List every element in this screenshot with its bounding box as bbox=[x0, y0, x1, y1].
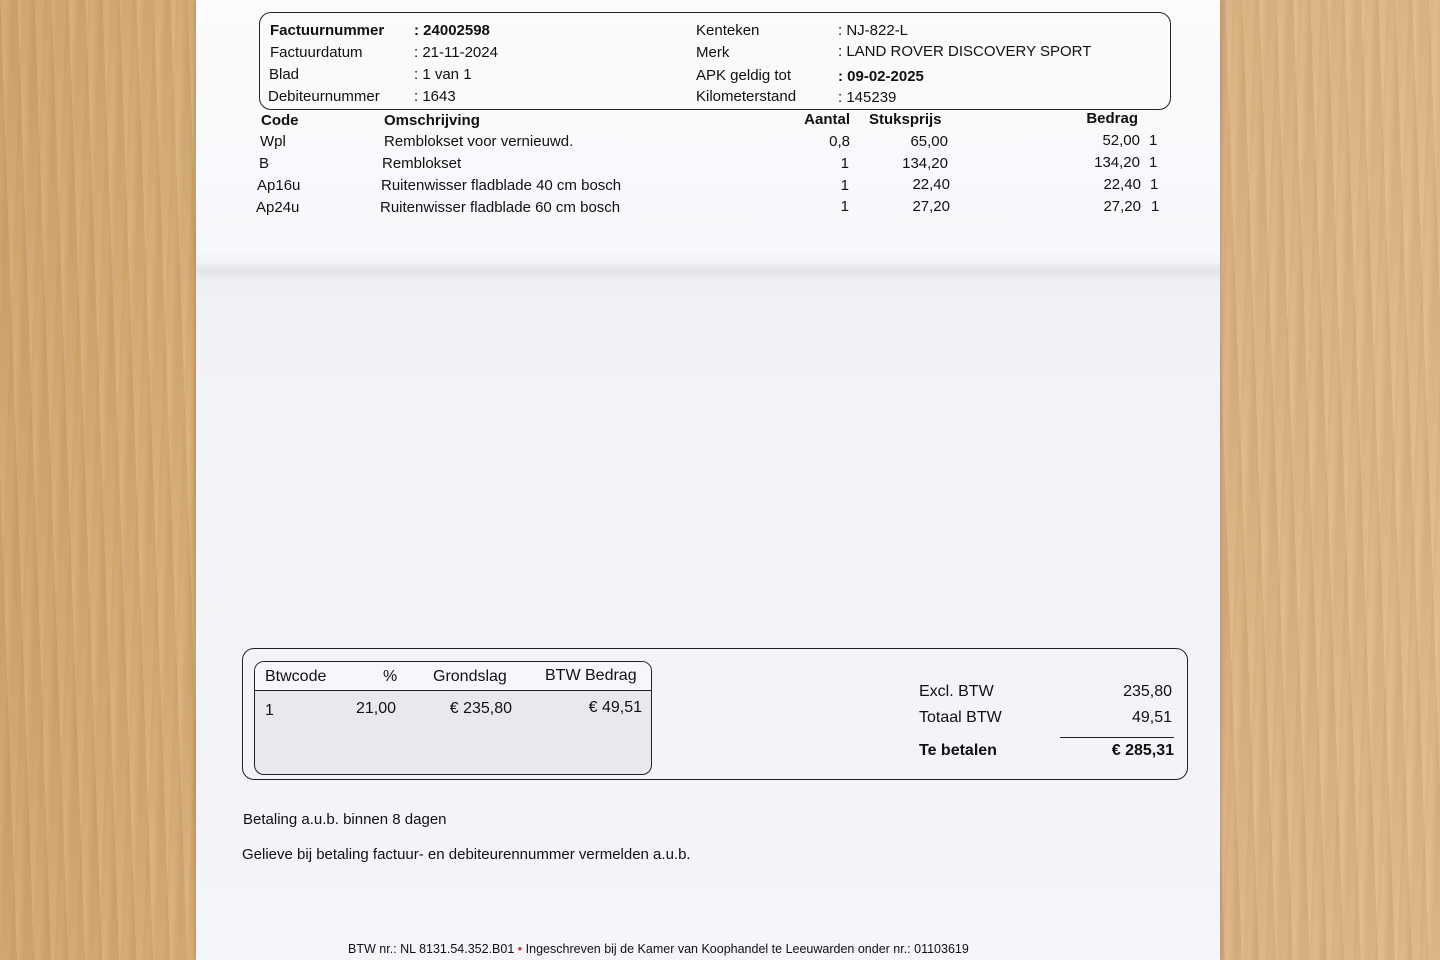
brand-label: Merk bbox=[696, 44, 730, 61]
total-vat-value: 49,51 bbox=[1131, 709, 1172, 726]
col-unit-price-header: Stuksprijs bbox=[869, 111, 942, 128]
vat-row-percent: 21,00 bbox=[355, 700, 396, 717]
debtor-number-value: : 1643 bbox=[414, 88, 456, 105]
mileage-value: : 145239 bbox=[838, 89, 897, 106]
line-item-amount: 52,00 bbox=[1102, 132, 1140, 149]
line-item-unit-price: 27,20 bbox=[912, 198, 950, 215]
brand-value: : LAND ROVER DISCOVERY SPORT bbox=[838, 43, 1092, 60]
vat-row-amount: € 49,51 bbox=[588, 699, 642, 716]
apk-valid-label: APK geldig tot bbox=[696, 67, 792, 84]
sum-divider bbox=[1060, 737, 1174, 738]
col-code-header: Code bbox=[261, 112, 299, 129]
vat-row-code: 1 bbox=[265, 702, 274, 719]
line-item-unit-price: 134,20 bbox=[902, 155, 948, 172]
line-item-vat-code: 1 bbox=[1149, 154, 1158, 171]
mileage-label: Kilometerstand bbox=[696, 88, 797, 105]
invoice-date-label: Factuurdatum bbox=[270, 44, 363, 61]
invoice-number-label: Factuurnummer bbox=[270, 22, 385, 39]
line-item-description: Remblokset voor vernieuwd. bbox=[384, 133, 574, 150]
footer-separator: • bbox=[517, 942, 523, 956]
excl-vat-value: 235,80 bbox=[1123, 683, 1172, 700]
col-description-header: Omschrijving bbox=[384, 112, 480, 129]
amount-due-value: € 285,31 bbox=[1111, 742, 1174, 759]
total-vat-label: Totaal BTW bbox=[919, 709, 1002, 726]
line-item-amount: 22,40 bbox=[1103, 176, 1141, 193]
line-item-amount: 27,20 bbox=[1103, 198, 1141, 215]
invoice-number-value: : 24002598 bbox=[414, 22, 490, 39]
line-item-qty: 1 bbox=[840, 198, 849, 215]
line-item-description: Ruitenwisser fladblade 40 cm bosch bbox=[381, 177, 622, 194]
line-item-vat-code: 1 bbox=[1150, 176, 1159, 193]
line-item-qty: 1 bbox=[840, 155, 849, 172]
amount-due-label: Te betalen bbox=[919, 742, 997, 759]
line-item-code: B bbox=[259, 155, 270, 172]
payment-term-note: Betaling a.u.b. binnen 8 dagen bbox=[243, 811, 447, 828]
line-item-description: Remblokset bbox=[382, 155, 462, 172]
line-item-unit-price: 65,00 bbox=[910, 133, 948, 150]
vat-col-base-header: Grondslag bbox=[433, 668, 507, 685]
paper-fold bbox=[196, 262, 1220, 280]
license-plate-label: Kenteken bbox=[696, 22, 760, 39]
page-value: : 1 van 1 bbox=[414, 66, 472, 83]
company-footer bbox=[348, 942, 969, 956]
line-item-qty: 0,8 bbox=[829, 133, 850, 150]
line-item-code: Ap24u bbox=[256, 199, 300, 216]
line-item-vat-code: 1 bbox=[1151, 198, 1160, 215]
vat-row-base: € 235,80 bbox=[449, 700, 512, 717]
line-item-code: Wpl bbox=[260, 133, 286, 150]
vat-col-percent-header: % bbox=[383, 668, 398, 685]
license-plate-value: : NJ-822-L bbox=[838, 22, 909, 39]
line-item-vat-code: 1 bbox=[1149, 132, 1158, 149]
invoice-paper bbox=[196, 0, 1220, 960]
payment-reference-note: Gelieve bij betaling factuur- en debiteurennummer vermelden a.u.b. bbox=[242, 846, 691, 863]
page-label: Blad bbox=[269, 66, 300, 83]
debtor-number-label: Debiteurnummer bbox=[268, 88, 380, 105]
line-item-qty: 1 bbox=[840, 177, 849, 194]
apk-valid-value: : 09-02-2025 bbox=[838, 68, 924, 85]
vat-col-code-header: Btwcode bbox=[265, 668, 327, 685]
line-item-description: Ruitenwisser fladblade 60 cm bosch bbox=[380, 199, 621, 216]
line-item-unit-price: 22,40 bbox=[912, 176, 950, 193]
invoice-date-value: : 21-11-2024 bbox=[414, 44, 498, 61]
chamber-of-commerce-registration: Ingeschreven bij de Kamer van Koophandel te Leeuwarden onder nr.: 01103619 bbox=[525, 942, 969, 956]
col-qty-header: Aantal bbox=[804, 111, 850, 128]
line-item-code: Ap16u bbox=[257, 177, 301, 194]
line-item-amount: 134,20 bbox=[1094, 154, 1140, 171]
col-amount-header: Bedrag bbox=[1086, 110, 1138, 127]
vat-number: BTW nr.: NL 8131.54.352.B01 bbox=[348, 942, 515, 956]
excl-vat-label: Excl. BTW bbox=[919, 683, 994, 700]
vat-col-amount-header: BTW Bedrag bbox=[545, 667, 637, 684]
